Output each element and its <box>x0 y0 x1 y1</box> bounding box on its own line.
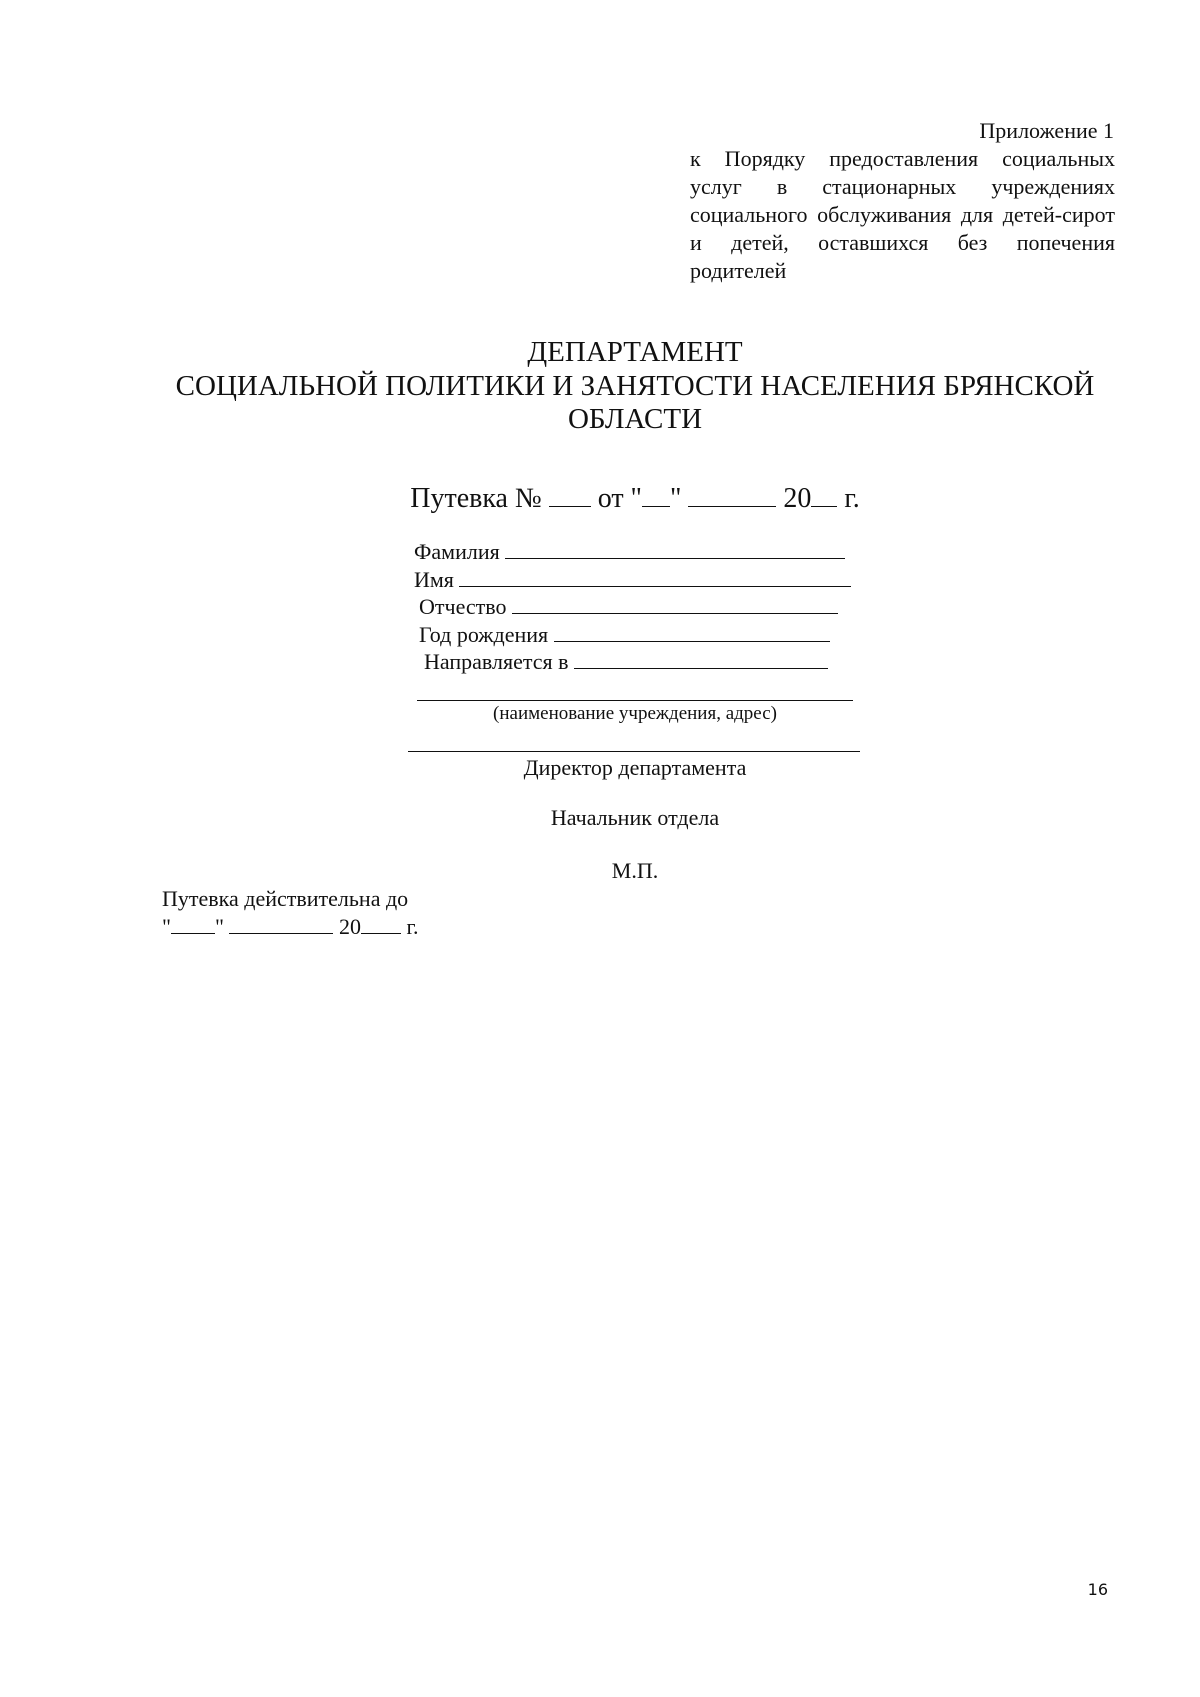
surname-label: Фамилия <box>414 539 500 564</box>
validity-month-blank[interactable] <box>229 913 333 934</box>
birth-year-label: Год рождения <box>419 622 549 647</box>
sent-to-blank[interactable] <box>574 648 828 669</box>
validity-label: Путевка действительна до <box>162 886 409 911</box>
director-title: Директор департамента <box>523 755 747 780</box>
department-title-line-3: ОБЛАСТИ <box>567 403 703 435</box>
department-title-line-2: СОЦИАЛЬНОЙ ПОЛИТИКИ И ЗАНЯТОСТИ НАСЕЛЕНИЯ БРЯНСКОЙ <box>175 370 1095 402</box>
validity-quote-open: " <box>162 914 171 939</box>
name-blank[interactable] <box>459 566 851 587</box>
voucher-from-label: от " <box>597 483 642 514</box>
head-of-division-title: Начальник отдела <box>550 805 720 830</box>
validity-quote-close: " <box>214 914 224 939</box>
validity-date <box>162 913 419 940</box>
director-signature-line[interactable] <box>408 751 860 752</box>
department-title-line-1: ДЕПАРТАМЕНТ <box>527 336 743 368</box>
voucher-year-prefix: 20 <box>783 483 812 514</box>
validity-year-blank[interactable] <box>361 913 401 934</box>
voucher-month-blank[interactable] <box>688 486 776 507</box>
patronymic-field <box>419 593 838 620</box>
name-field <box>414 566 851 593</box>
seal-placeholder: М.П. <box>611 858 659 883</box>
patronymic-label: Отчество <box>419 594 507 619</box>
voucher-header <box>0 483 1200 515</box>
name-label: Имя <box>414 567 454 592</box>
patronymic-blank[interactable] <box>512 593 838 614</box>
voucher-day-blank[interactable] <box>642 486 670 507</box>
voucher-number-blank[interactable] <box>549 486 591 507</box>
birth-year-field <box>419 621 830 648</box>
validity-year-prefix: 20 <box>338 914 361 939</box>
voucher-year-suffix: г. <box>844 483 860 514</box>
sent-to-label: Направляется в <box>424 649 569 674</box>
voucher-year-blank[interactable] <box>811 486 837 507</box>
surname-blank[interactable] <box>505 538 845 559</box>
appendix-number: Приложение 1 <box>979 118 1114 143</box>
validity-year-suffix: г. <box>406 914 419 939</box>
voucher-quote-close: " <box>669 483 682 514</box>
surname-field <box>414 538 845 565</box>
page-number: 16 <box>1087 1580 1108 1599</box>
institution-line[interactable] <box>417 700 853 701</box>
sent-to-field <box>424 648 828 675</box>
validity-day-blank[interactable] <box>171 913 215 934</box>
appendix-reference: к Порядку предоставления социальных услуг в стационарных учреждениях социального обслуживания для детей-сирот и детей, оставшихся без попечения родителей <box>690 146 1115 283</box>
institution-caption: (наименование учреждения, адрес) <box>493 703 777 724</box>
birth-year-blank[interactable] <box>554 621 830 642</box>
voucher-label: Путевка № <box>410 483 542 514</box>
